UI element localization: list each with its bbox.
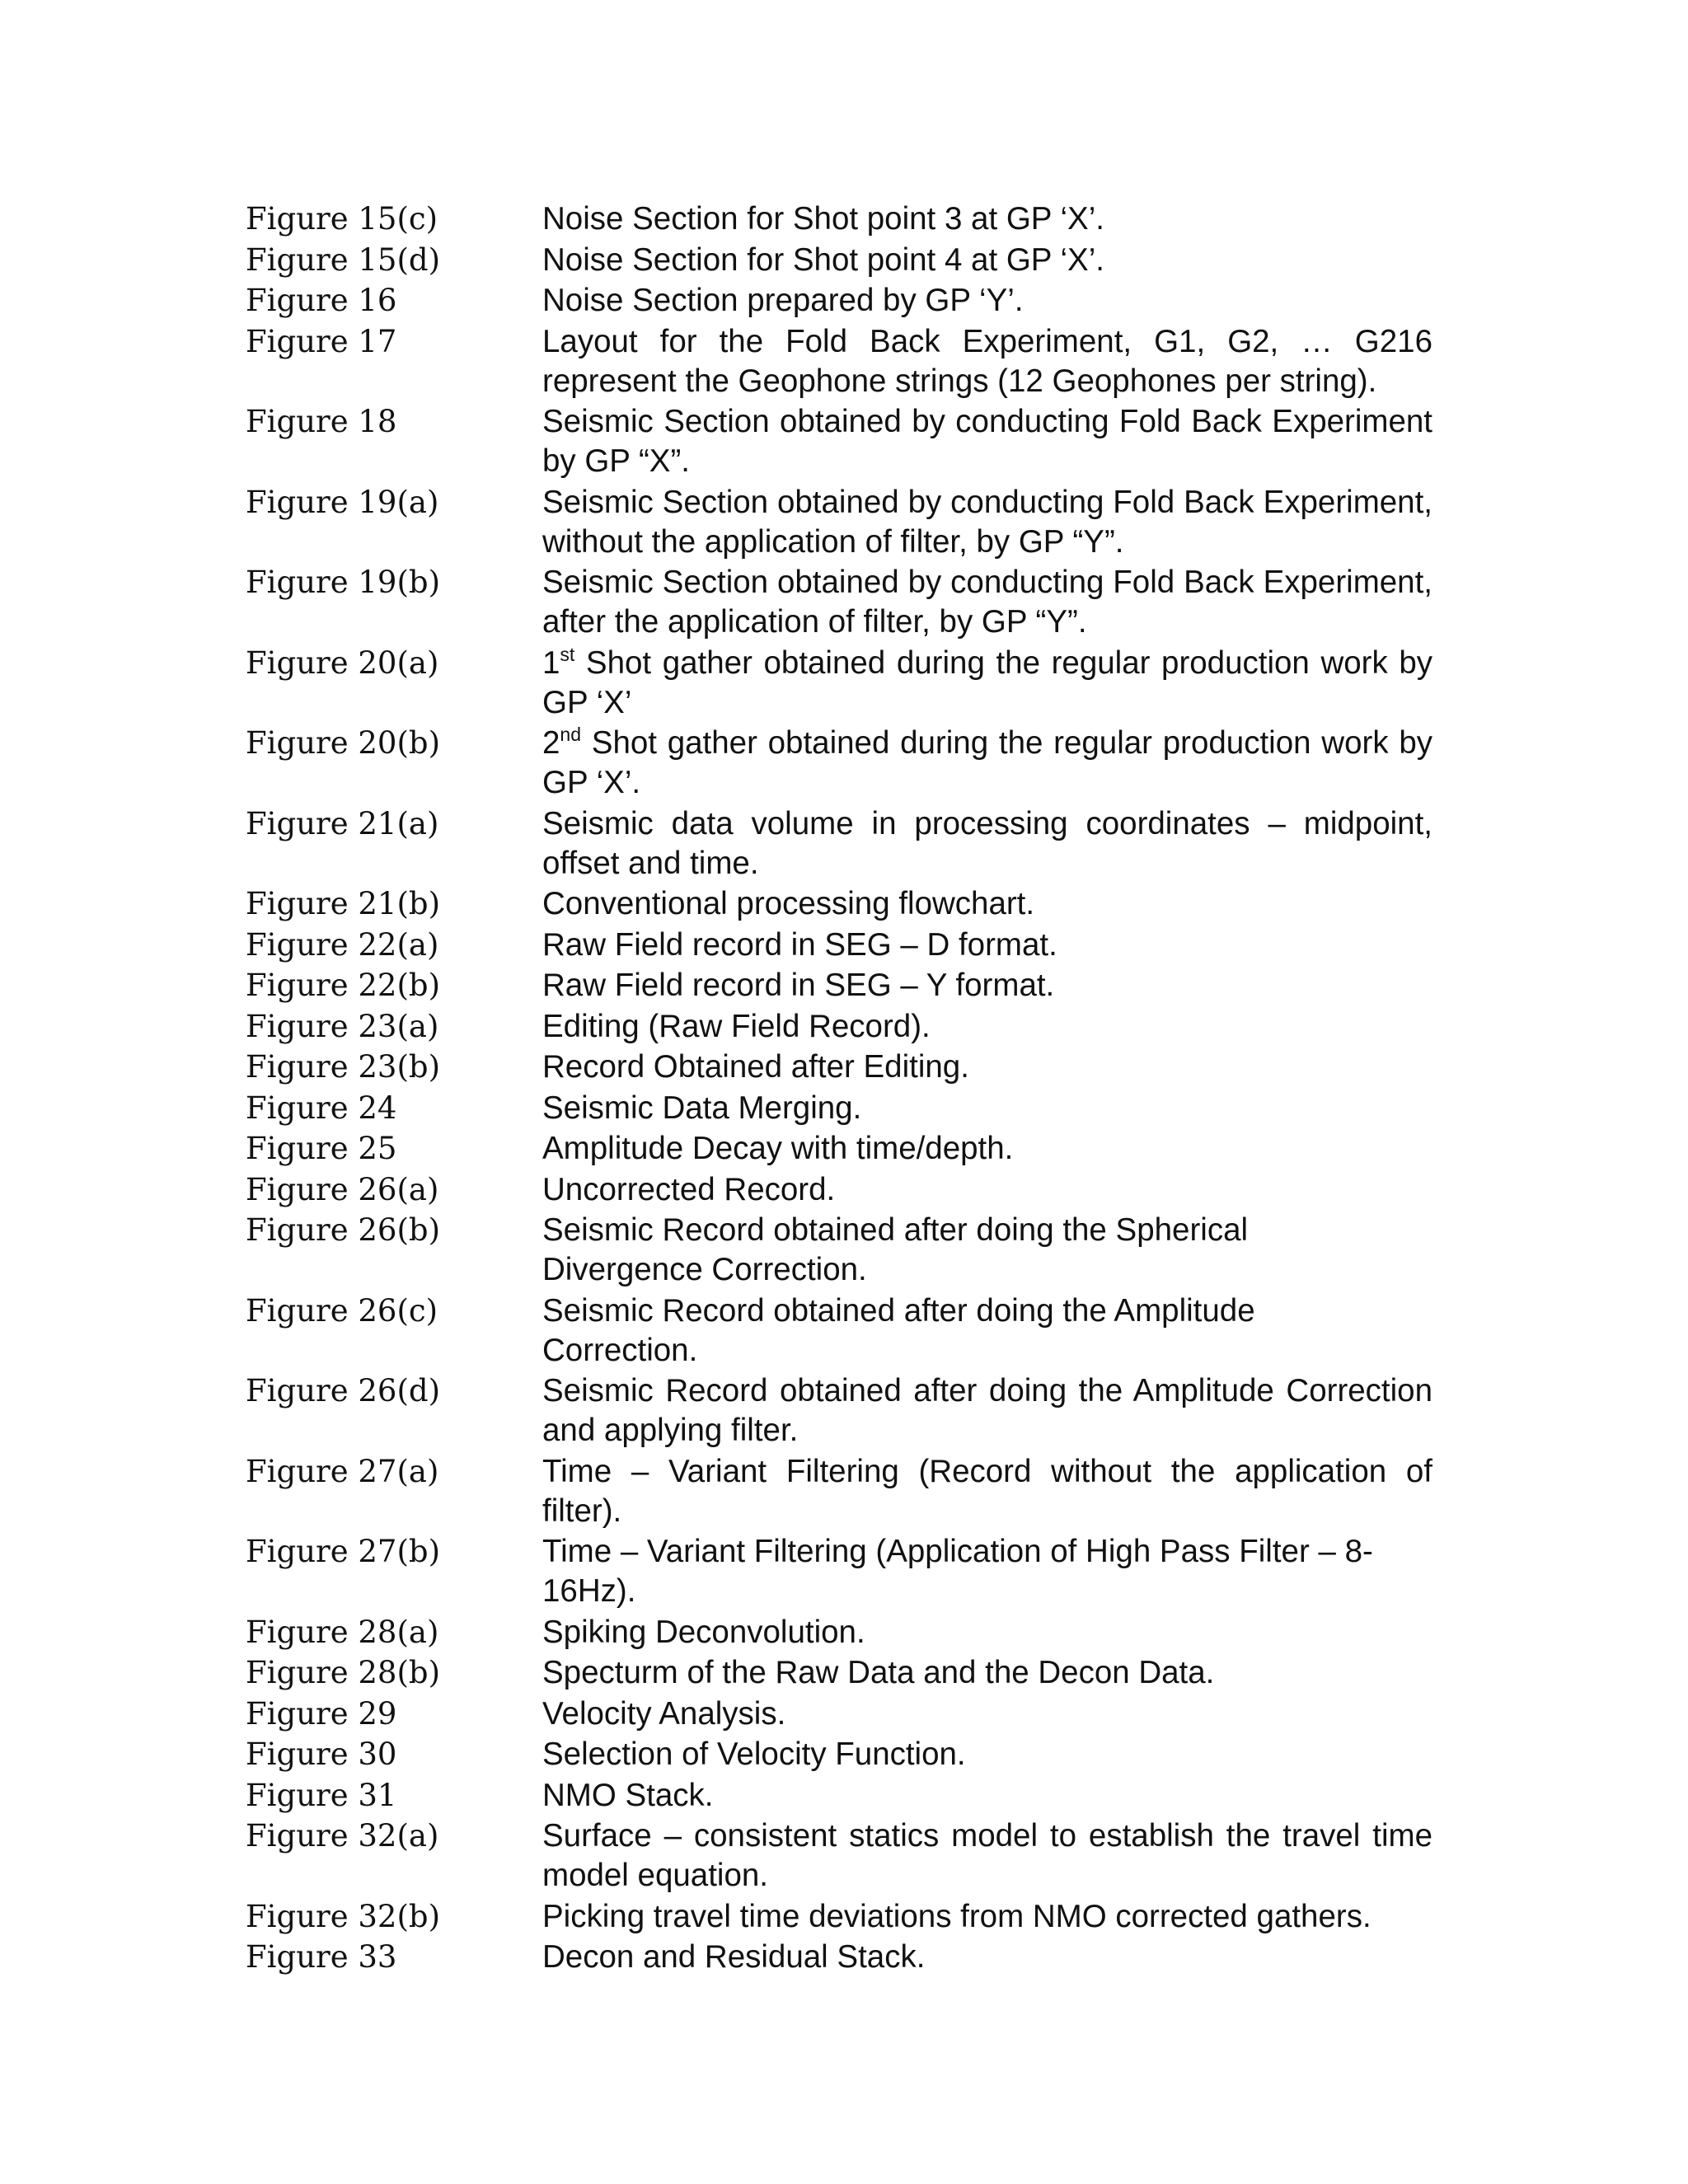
figure-caption: Seismic Data Merging. — [542, 1090, 862, 1126]
figure-caption: Picking travel time deviations from NMO corrected gathers. — [542, 1898, 1372, 1934]
figure-entry — [246, 1291, 1432, 1371]
figure-number: Figure 23(a) — [246, 1008, 439, 1044]
figure-caption: Seismic Section obtained by conducting Fold Back Experiment, without the application of filter, by GP “Y”. — [542, 484, 1432, 560]
figure-number: Figure 21(a) — [246, 805, 439, 841]
figure-number: Figure 28(a) — [246, 1614, 439, 1650]
figure-caption: Spiking Deconvolution. — [542, 1614, 865, 1650]
figure-number: Figure 18 — [246, 404, 397, 439]
figure-number: Figure 25 — [246, 1131, 397, 1166]
figure-entry — [246, 1210, 1432, 1291]
figure-number: Figure 19(a) — [246, 484, 439, 520]
figure-caption: Seismic data volume in processing coordinates – midpoint, offset and time. — [542, 805, 1432, 881]
figure-entry — [246, 1088, 1432, 1129]
figure-caption: Velocity Analysis. — [542, 1695, 786, 1732]
caption-text: Shot gather obtained during the regular production work by GP ‘X’ — [542, 644, 1432, 720]
figure-entry — [246, 562, 1432, 643]
figure-number: Figure 32(a) — [246, 1818, 439, 1854]
figure-number: Figure 17 — [246, 323, 397, 359]
figure-number: Figure 28(b) — [246, 1655, 441, 1690]
figure-number: Figure 20(a) — [246, 644, 439, 681]
figure-caption: Noise Section for Shot point 3 at GP ‘X’. — [542, 201, 1104, 237]
figure-number: Figure 16 — [246, 283, 397, 318]
figure-entry — [246, 1816, 1432, 1896]
figure-caption: NMO Stack. — [542, 1777, 714, 1813]
figure-caption: Seismic Section obtained by conducting Fold Back Experiment, after the application of filter, by GP “Y”. — [542, 565, 1432, 640]
figure-number: Figure 26(b) — [246, 1212, 441, 1248]
figure-number: Figure 32(b) — [246, 1898, 441, 1934]
figure-entry — [246, 1006, 1432, 1047]
figure-caption: Time – Variant Filtering (Record without the application of filter). — [542, 1453, 1432, 1529]
figure-caption: Conventional processing flowchart. — [542, 886, 1035, 921]
figure-number: Figure 30 — [246, 1736, 397, 1772]
ordinal-number: 1 — [542, 644, 560, 681]
figure-caption: Raw Field record in SEG – Y format. — [542, 968, 1055, 1003]
caption-line: Correction. — [542, 1332, 698, 1368]
figure-number: Figure 23(b) — [246, 1049, 441, 1085]
figure-number: Figure 33 — [246, 1939, 397, 1975]
figure-caption: Noise Section for Shot point 4 at GP ‘X’. — [542, 241, 1104, 278]
figure-entry — [246, 925, 1432, 966]
figure-caption — [542, 643, 1432, 724]
figure-entry — [246, 643, 1432, 724]
figure-caption: Selection of Velocity Function. — [542, 1736, 966, 1772]
figure-caption — [542, 723, 1432, 804]
figure-caption: Specturm of the Raw Data and the Decon Data. — [542, 1655, 1215, 1690]
figure-entry — [246, 240, 1432, 281]
figure-entry — [246, 1694, 1432, 1735]
caption-line: Seismic Record obtained after doing the Amplitude — [542, 1292, 1255, 1329]
figure-caption: Amplitude Decay with time/depth. — [542, 1131, 1014, 1166]
figure-caption: Layout for the Fold Back Experiment, G1, G2, … G216 represent the Geophone strings (12 Geophones per string). — [542, 323, 1432, 399]
figure-number: Figure 15(c) — [246, 201, 438, 237]
figure-entry — [246, 1531, 1432, 1612]
figure-caption: Noise Section prepared by GP ‘Y’. — [542, 283, 1024, 318]
figure-number: Figure 31 — [246, 1777, 397, 1813]
figure-entry — [246, 1652, 1432, 1694]
figure-entry — [246, 1734, 1432, 1775]
caption-line: Divergence Correction. — [542, 1252, 867, 1287]
caption-line: Seismic Record obtained after doing the Spherical — [542, 1212, 1249, 1248]
figure-number: Figure 15(d) — [246, 241, 441, 278]
figure-number: Figure 19(b) — [246, 565, 441, 600]
figure-entry — [246, 723, 1432, 804]
caption-line: Time – Variant Filtering (Application of High Pass Filter – 8- — [542, 1534, 1373, 1569]
figure-number: Figure 26(a) — [246, 1171, 439, 1207]
figure-entry — [246, 804, 1432, 884]
figure-caption: Record Obtained after Editing. — [542, 1049, 969, 1085]
caption-text: Shot gather obtained during the regular production work by GP ‘X’. — [542, 725, 1432, 800]
figure-entry — [246, 482, 1432, 563]
figure-caption: Surface – consistent statics model to establish the travel time model equation. — [542, 1818, 1432, 1893]
figure-number: Figure 22(a) — [246, 926, 439, 963]
figure-entry — [246, 280, 1432, 321]
figure-entry — [246, 965, 1432, 1006]
figure-caption: Decon and Residual Stack. — [542, 1939, 926, 1975]
ordinal-number: 2 — [542, 725, 560, 761]
figure-caption — [542, 1291, 1432, 1371]
figure-caption — [542, 1210, 1432, 1291]
figure-number: Figure 27(b) — [246, 1534, 441, 1569]
figure-entry — [246, 1371, 1432, 1451]
caption-line: 16Hz). — [542, 1573, 636, 1609]
figure-number: Figure 26(c) — [246, 1292, 438, 1329]
figure-caption: Uncorrected Record. — [542, 1171, 836, 1207]
ordinal-suffix: st — [560, 643, 575, 665]
figure-entry — [246, 1128, 1432, 1169]
figure-entry — [246, 1896, 1432, 1938]
figure-number: Figure 27(a) — [246, 1453, 439, 1489]
figure-entry — [246, 1775, 1432, 1816]
figure-number: Figure 20(b) — [246, 725, 441, 761]
figure-entry — [246, 1612, 1432, 1653]
figure-caption: Seismic Record obtained after doing the Amplitude Correction and applying filter. — [542, 1373, 1432, 1448]
figure-entry — [246, 1451, 1432, 1532]
figure-entry — [246, 401, 1432, 482]
figure-caption — [542, 1531, 1432, 1612]
figure-number: Figure 24 — [246, 1090, 397, 1126]
figure-number: Figure 22(b) — [246, 968, 441, 1003]
figure-entry — [246, 1169, 1432, 1211]
figure-entry — [246, 1047, 1432, 1088]
list-of-figures — [246, 199, 1432, 1978]
figure-entry — [246, 1937, 1432, 1978]
figure-entry — [246, 199, 1432, 240]
figure-number: Figure 26(d) — [246, 1373, 441, 1408]
figure-entry — [246, 883, 1432, 925]
ordinal-suffix: nd — [560, 724, 582, 745]
figure-caption: Editing (Raw Field Record). — [542, 1008, 931, 1044]
figure-caption: Raw Field record in SEG – D format. — [542, 926, 1057, 963]
figure-caption: Seismic Section obtained by conducting Fold Back Experiment by GP “X”. — [542, 404, 1432, 479]
figure-entry — [246, 321, 1432, 402]
figure-number: Figure 21(b) — [246, 886, 441, 921]
figure-number: Figure 29 — [246, 1695, 397, 1732]
